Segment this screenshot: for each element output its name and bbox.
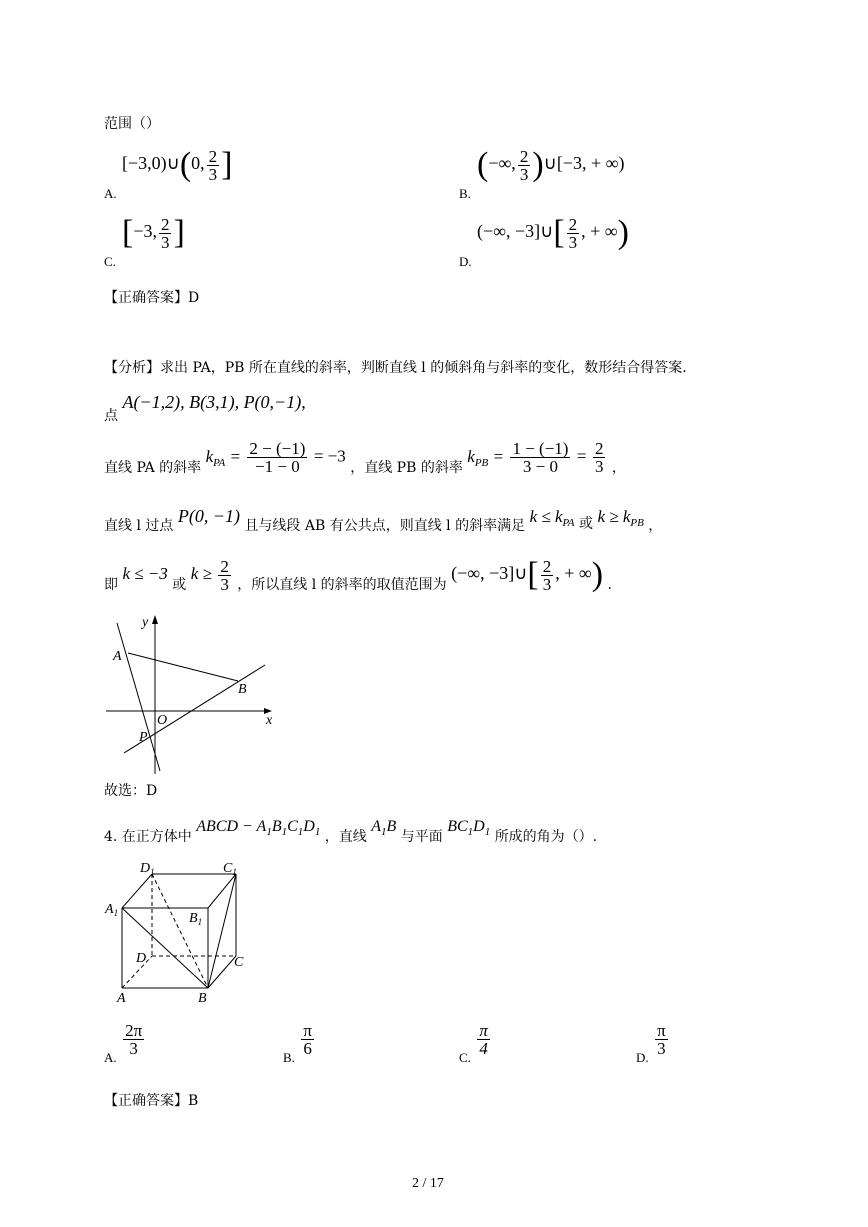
text: ，直线 PB 的斜率 <box>350 459 463 476</box>
points-line <box>104 392 306 424</box>
option-label: C. <box>104 254 116 269</box>
question-4 <box>104 816 598 845</box>
segment-ab <box>128 653 238 681</box>
frac-num: 2 <box>568 214 578 234</box>
label-b1: $B_1$ <box>189 911 203 927</box>
frac-num: 2 − (−1) <box>249 439 306 458</box>
math-text: k ≥ <box>190 564 212 584</box>
label-x: x <box>266 713 273 728</box>
math-text: −3, <box>133 221 157 242</box>
math-text: (−∞, −3]∪ <box>477 221 554 242</box>
label-c1: $C_1$ <box>223 861 237 877</box>
range-line: 即 k ≤ −3 或 k ≥ $\frac{2}{3}$ ，所以直线 l 的斜率的取值范围为 (−∞, −3]∪[ $\frac{2}{3}$ , + ∞) . <box>104 556 612 594</box>
option-label: B. <box>283 1049 295 1065</box>
frac-num: 2 <box>594 439 604 458</box>
y-axis-arrow <box>152 615 158 624</box>
text: ，所以直线 l 的斜率的取值范围为 <box>237 577 447 594</box>
coordinate-graph <box>100 608 290 778</box>
frac-num: 2 <box>220 556 229 576</box>
frac-den: 3 <box>594 457 604 476</box>
label-b: B <box>238 682 247 697</box>
analysis-line: 【分析】求出 PA，PB 所在直线的斜率，判断直线 l 的倾斜角与斜率的变化，数形结合得答案. <box>104 360 687 376</box>
frac-num: 2π <box>125 1021 143 1040</box>
math-text: B <box>271 818 282 835</box>
math-text: [−3,0)∪ <box>122 153 180 174</box>
math-sub: 1 <box>467 826 474 838</box>
question-fragment: 范围（） <box>104 116 160 132</box>
text: 直线 l 过点 <box>104 518 174 534</box>
hidden-diagonal <box>152 874 208 988</box>
math-sub: 1 <box>297 826 304 838</box>
page-number: 2 / 17 <box>412 1176 444 1191</box>
text: 与平面 <box>400 829 443 845</box>
math-text: = −3 <box>313 446 346 466</box>
option-label: D. <box>459 254 472 269</box>
frac-num: π <box>479 1021 488 1040</box>
text: 即 <box>104 577 118 594</box>
math-text: A <box>371 818 382 835</box>
math-text: −∞, <box>488 153 516 174</box>
label-o: O <box>157 713 168 728</box>
frac-den: 3 <box>220 574 229 594</box>
math-sub: 1 <box>381 826 387 838</box>
math-text: D <box>303 818 315 835</box>
math-text: 0, <box>191 153 205 174</box>
label-a: A <box>117 991 126 1006</box>
text: 直线 PA 的斜率 <box>104 459 202 476</box>
selection: 故选：D <box>104 783 158 799</box>
cube-figure <box>100 858 260 1008</box>
math-text: BC <box>447 818 468 835</box>
math-sub: 1 <box>266 826 272 838</box>
frac-num: 2 <box>160 214 170 234</box>
math-sub: 1 <box>484 826 491 838</box>
frac-den: 6 <box>301 1039 314 1057</box>
correct-answer-4: 【正确答案】B <box>104 1093 199 1109</box>
option-label: D. <box>636 1049 649 1065</box>
line-pa <box>117 623 160 771</box>
math-text: D <box>473 818 485 835</box>
edge <box>122 874 152 908</box>
frac-den: 3 <box>655 1039 668 1057</box>
frac-den: 3 <box>568 232 578 252</box>
math-sub: PA <box>213 456 226 469</box>
label-d1: $D_1$ <box>140 861 155 877</box>
label-y: y <box>142 615 149 630</box>
text: 且与线段 AB 有公共点，则直线 l 的斜率满足 <box>244 518 526 534</box>
text: 或 <box>172 577 187 594</box>
frac-num: π <box>657 1021 666 1040</box>
text: ，直线 <box>324 829 367 845</box>
q4-option-c <box>459 1021 492 1065</box>
text: 或 <box>578 516 593 532</box>
math-text: k <box>467 446 475 466</box>
condition-line <box>104 506 663 534</box>
frac-num: 1 − (−1) <box>512 439 569 458</box>
frac-den: 3 − 0 <box>522 457 559 476</box>
math-text: A(−1,2), B(3,1), P(0,−1), <box>122 392 306 412</box>
math-text: P(0, −1) <box>177 506 240 526</box>
math-text: C <box>287 818 298 835</box>
label-c: C <box>234 955 244 970</box>
frac-den: 4 <box>477 1039 490 1057</box>
frac-num: 2 <box>208 146 218 166</box>
text: . <box>607 577 612 594</box>
math-text: ∪[−3, + ∞) <box>543 153 625 174</box>
option-label: C. <box>459 1049 471 1065</box>
math-text: = <box>576 446 587 466</box>
frac-den: 3 <box>208 164 218 184</box>
frac-den: 3 <box>519 164 529 184</box>
frac-den: 3 <box>160 232 170 252</box>
q4-option-d <box>636 1021 670 1065</box>
frac-num: π <box>303 1021 312 1040</box>
frac-den: 3 <box>542 574 552 594</box>
text: ， <box>648 518 663 534</box>
math-sub: PA <box>562 517 575 529</box>
q4-option-a <box>104 1021 146 1065</box>
label-a: A <box>113 649 122 664</box>
option-label: A. <box>104 1049 117 1065</box>
math-text: , + ∞ <box>555 563 592 584</box>
math-text: ABCD − A <box>196 818 267 835</box>
correct-answer: 【正确答案】D <box>104 290 200 306</box>
slope-line: 直线 PA 的斜率 $k_{PA}$ = $\frac{2 - (-1)}{-1 - 0}$ = −3 ，直线 PB 的斜率 $k_{PB}$ = $\frac{1 - (-1)}{3 - 0}$ = $\frac{2}{3}$ ， <box>104 439 626 476</box>
math-text: k ≥ k <box>597 507 631 526</box>
text: 所成的角为（）. <box>494 829 598 845</box>
label-d: D <box>136 951 147 966</box>
math-sub: PB <box>630 517 644 529</box>
frac-num: 2 <box>542 556 552 576</box>
frac-den: −1 − 0 <box>255 457 300 476</box>
option-label: B. <box>459 186 471 201</box>
math-text: B <box>386 818 397 835</box>
math-text: (−∞, −3]∪ <box>451 563 528 584</box>
math-sub: PB <box>474 456 489 469</box>
text: ， <box>611 459 626 476</box>
math-text: , + ∞ <box>581 221 618 242</box>
q4-option-b <box>283 1021 316 1065</box>
math-text: k <box>205 446 214 466</box>
text: 点 <box>104 408 118 424</box>
label-p: P <box>139 730 148 745</box>
text: 4. 在正方体中 <box>104 829 192 845</box>
math-text: k ≤ k <box>529 507 563 526</box>
frac-num: 2 <box>519 146 529 166</box>
math-sub: 1 <box>314 826 321 838</box>
label-a1: $A_1$ <box>105 902 119 918</box>
math-sub: 1 <box>281 826 288 838</box>
label-b: B <box>198 991 207 1006</box>
option-label: A. <box>104 186 117 201</box>
frac-den: 3 <box>123 1039 144 1057</box>
math-text: k ≤ −3 <box>122 564 168 584</box>
